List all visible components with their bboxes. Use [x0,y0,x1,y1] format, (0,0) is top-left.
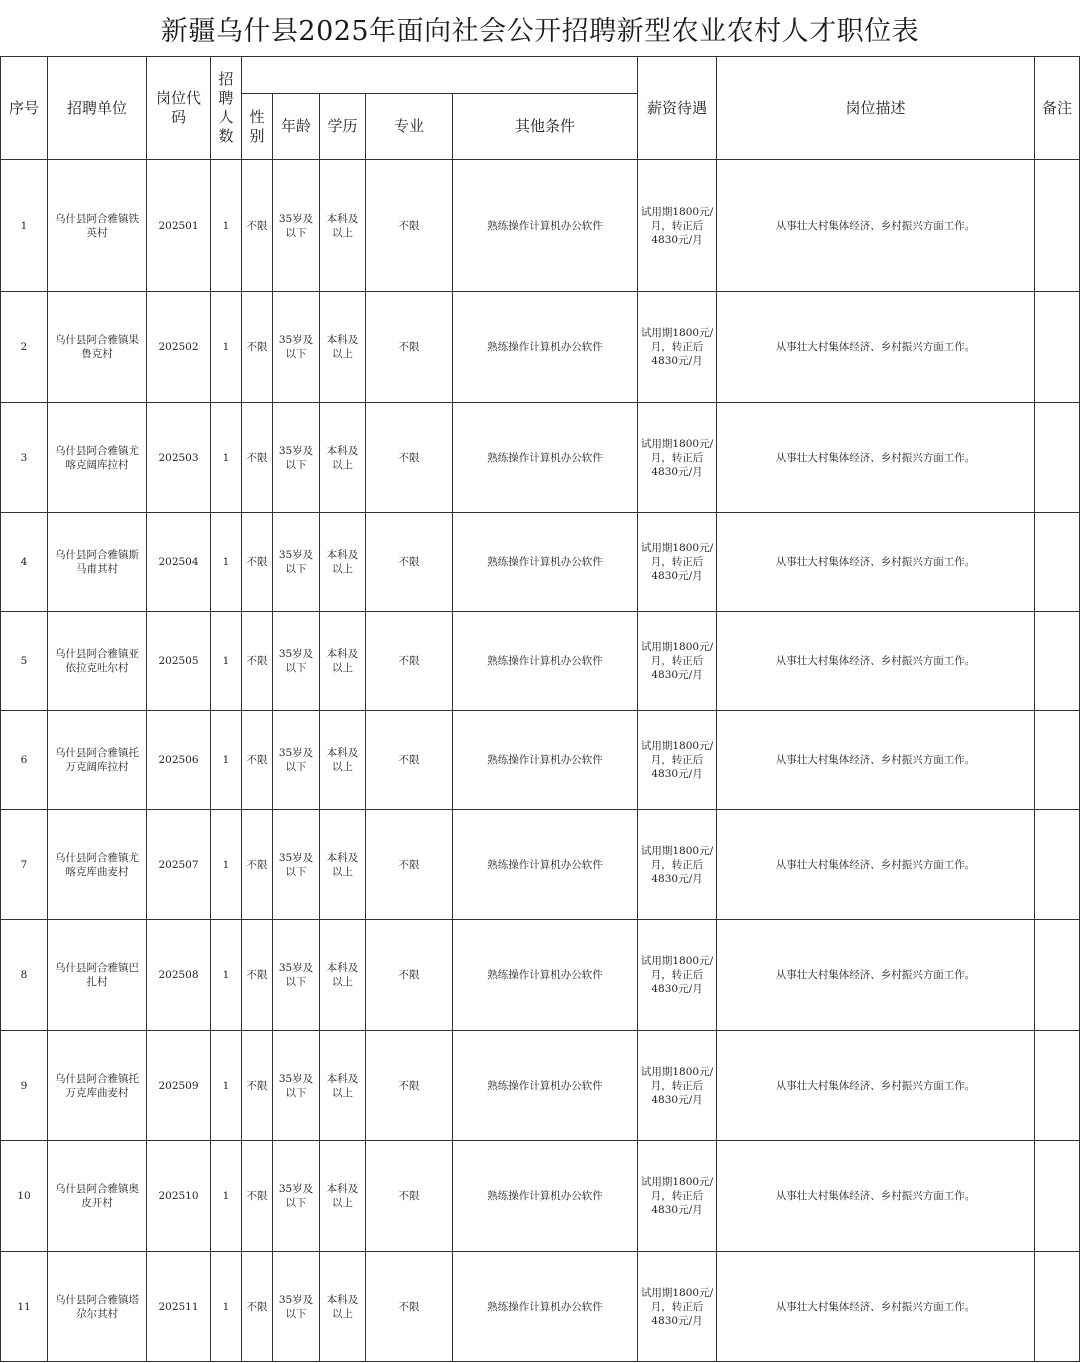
cell-seq: 11 [1,1252,48,1362]
cell-seq: 10 [1,1141,48,1252]
cell-salary: 试用期1800元/月，转正后4830元/月 [638,403,717,513]
cell-seq: 7 [1,810,48,920]
cell-age: 35岁及以下 [273,513,320,612]
cell-education: 本科及以上 [320,810,366,920]
cell-age: 35岁及以下 [273,1252,320,1362]
cell-age: 35岁及以下 [273,810,320,920]
table-row [1,403,1080,513]
table-row [1,160,1080,292]
page-title: 新疆乌什县2025年面向社会公开招聘新型农业农村人才职位表 [160,15,920,47]
cell-major: 不限 [366,1252,453,1362]
cell-major: 不限 [366,920,453,1031]
cell-salary: 试用期1800元/月，转正后4830元/月 [638,292,717,403]
table-row [1,612,1080,711]
cell-desc: 从事壮大村集体经济、乡村振兴方面工作。 [717,711,1035,810]
cell-remark [1035,1141,1080,1252]
cell-age: 35岁及以下 [273,403,320,513]
header-gender: 性别 [242,94,273,160]
cell-gender: 不限 [242,513,273,612]
cell-age: 35岁及以下 [273,612,320,711]
cell-count: 1 [211,160,242,292]
cell-other: 熟练操作计算机办公软件 [453,612,638,711]
header-seq: 序号 [1,57,48,160]
cell-remark [1035,612,1080,711]
cell-unit: 乌什县阿合雅镇果鲁克村 [48,292,147,403]
cell-unit: 乌什县阿合雅镇塔尕尔其村 [48,1252,147,1362]
cell-code: 202507 [147,810,211,920]
cell-age: 35岁及以下 [273,1031,320,1141]
cell-remark [1035,810,1080,920]
cell-seq: 6 [1,711,48,810]
cell-unit: 乌什县阿合雅镇奥皮开村 [48,1141,147,1252]
cell-code: 202504 [147,513,211,612]
cell-remark [1035,513,1080,612]
table-row [1,1252,1080,1362]
cell-gender: 不限 [242,810,273,920]
cell-gender: 不限 [242,403,273,513]
table-row [1,711,1080,810]
cell-other: 熟练操作计算机办公软件 [453,292,638,403]
cell-salary: 试用期1800元/月，转正后4830元/月 [638,1252,717,1362]
cell-remark [1035,1252,1080,1362]
cell-gender: 不限 [242,612,273,711]
cell-desc: 从事壮大村集体经济、乡村振兴方面工作。 [717,810,1035,920]
cell-major: 不限 [366,403,453,513]
cell-remark [1035,920,1080,1031]
cell-education: 本科及以上 [320,1141,366,1252]
cell-seq: 1 [1,160,48,292]
cell-count: 1 [211,1141,242,1252]
table-row [1,1141,1080,1252]
header-other: 其他条件 [453,94,638,160]
cell-seq: 8 [1,920,48,1031]
cell-major: 不限 [366,1141,453,1252]
cell-other: 熟练操作计算机办公软件 [453,403,638,513]
cell-seq: 2 [1,292,48,403]
cell-age: 35岁及以下 [273,160,320,292]
cell-count: 1 [211,513,242,612]
header-age: 年龄 [273,94,320,160]
cell-remark [1035,711,1080,810]
cell-count: 1 [211,1031,242,1141]
cell-education: 本科及以上 [320,292,366,403]
cell-unit: 乌什县阿合雅镇托万克阔库拉村 [48,711,147,810]
cell-code: 202503 [147,403,211,513]
cell-education: 本科及以上 [320,920,366,1031]
cell-other: 熟练操作计算机办公软件 [453,1031,638,1141]
cell-unit: 乌什县阿合雅镇尤喀克阔库拉村 [48,403,147,513]
cell-remark [1035,403,1080,513]
cell-other: 熟练操作计算机办公软件 [453,920,638,1031]
cell-desc: 从事壮大村集体经济、乡村振兴方面工作。 [717,292,1035,403]
cell-code: 202510 [147,1141,211,1252]
table-row [1,810,1080,920]
cell-gender: 不限 [242,711,273,810]
cell-other: 熟练操作计算机办公软件 [453,810,638,920]
cell-code: 202506 [147,711,211,810]
cell-seq: 4 [1,513,48,612]
cell-count: 1 [211,920,242,1031]
cell-other: 熟练操作计算机办公软件 [453,160,638,292]
cell-gender: 不限 [242,1252,273,1362]
cell-major: 不限 [366,292,453,403]
cell-remark [1035,160,1080,292]
header-salary: 薪资待遇 [638,57,717,160]
cell-other: 熟练操作计算机办公软件 [453,711,638,810]
cell-major: 不限 [366,160,453,292]
cell-desc: 从事壮大村集体经济、乡村振兴方面工作。 [717,1141,1035,1252]
table-row [1,292,1080,403]
cell-seq: 3 [1,403,48,513]
cell-code: 202505 [147,612,211,711]
cell-gender: 不限 [242,920,273,1031]
cell-education: 本科及以上 [320,1031,366,1141]
cell-salary: 试用期1800元/月，转正后4830元/月 [638,920,717,1031]
cell-code: 202508 [147,920,211,1031]
cell-code: 202502 [147,292,211,403]
cell-unit: 乌什县阿合雅镇铁英村 [48,160,147,292]
header-desc: 岗位描述 [717,57,1035,160]
cell-remark [1035,1031,1080,1141]
cell-count: 1 [211,1252,242,1362]
cell-age: 35岁及以下 [273,920,320,1031]
header-count: 招聘人数 [211,57,242,160]
table-row [1,1031,1080,1141]
cell-code: 202509 [147,1031,211,1141]
cell-salary: 试用期1800元/月，转正后4830元/月 [638,1141,717,1252]
cell-major: 不限 [366,810,453,920]
cell-salary: 试用期1800元/月，转正后4830元/月 [638,1031,717,1141]
header-code: 岗位代码 [147,57,211,160]
cell-remark [1035,292,1080,403]
table-row [1,513,1080,612]
cell-count: 1 [211,711,242,810]
cell-salary: 试用期1800元/月，转正后4830元/月 [638,810,717,920]
cell-count: 1 [211,612,242,711]
header-unit: 招聘单位 [48,57,147,160]
header-major: 专业 [366,94,453,160]
cell-code: 202501 [147,160,211,292]
cell-unit: 乌什县阿合雅镇斯马甫其村 [48,513,147,612]
cell-gender: 不限 [242,292,273,403]
table-body [1,160,1080,1362]
cell-count: 1 [211,403,242,513]
cell-code: 202511 [147,1252,211,1362]
table-row [1,920,1080,1031]
cell-seq: 5 [1,612,48,711]
cell-age: 35岁及以下 [273,1141,320,1252]
cell-major: 不限 [366,513,453,612]
cell-gender: 不限 [242,160,273,292]
cell-education: 本科及以上 [320,612,366,711]
cell-desc: 从事壮大村集体经济、乡村振兴方面工作。 [717,1031,1035,1141]
cell-major: 不限 [366,711,453,810]
cell-gender: 不限 [242,1031,273,1141]
cell-major: 不限 [366,612,453,711]
cell-desc: 从事壮大村集体经济、乡村振兴方面工作。 [717,1252,1035,1362]
cell-desc: 从事壮大村集体经济、乡村振兴方面工作。 [717,920,1035,1031]
cell-age: 35岁及以下 [273,711,320,810]
cell-gender: 不限 [242,1141,273,1252]
positions-table [0,56,1080,1362]
cell-education: 本科及以上 [320,403,366,513]
cell-unit: 乌什县阿合雅镇托万克库曲麦村 [48,1031,147,1141]
cell-other: 熟练操作计算机办公软件 [453,1141,638,1252]
cell-other: 熟练操作计算机办公软件 [453,513,638,612]
cell-count: 1 [211,292,242,403]
cell-education: 本科及以上 [320,160,366,292]
cell-education: 本科及以上 [320,711,366,810]
cell-count: 1 [211,810,242,920]
cell-desc: 从事壮大村集体经济、乡村振兴方面工作。 [717,160,1035,292]
cell-education: 本科及以上 [320,1252,366,1362]
cell-desc: 从事壮大村集体经济、乡村振兴方面工作。 [717,612,1035,711]
header-remark: 备注 [1035,57,1080,160]
cell-salary: 试用期1800元/月，转正后4830元/月 [638,612,717,711]
cell-unit: 乌什县阿合雅镇巴扎村 [48,920,147,1031]
cell-other: 熟练操作计算机办公软件 [453,1252,638,1362]
cell-education: 本科及以上 [320,513,366,612]
header-requirements [242,57,638,94]
cell-desc: 从事壮大村集体经济、乡村振兴方面工作。 [717,513,1035,612]
header-education: 学历 [320,94,366,160]
cell-salary: 试用期1800元/月，转正后4830元/月 [638,711,717,810]
cell-salary: 试用期1800元/月，转正后4830元/月 [638,513,717,612]
cell-desc: 从事壮大村集体经济、乡村振兴方面工作。 [717,403,1035,513]
cell-unit: 乌什县阿合雅镇亚依拉克吐尔村 [48,612,147,711]
cell-age: 35岁及以下 [273,292,320,403]
cell-unit: 乌什县阿合雅镇尤喀克库曲麦村 [48,810,147,920]
cell-seq: 9 [1,1031,48,1141]
cell-salary: 试用期1800元/月，转正后4830元/月 [638,160,717,292]
cell-major: 不限 [366,1031,453,1141]
